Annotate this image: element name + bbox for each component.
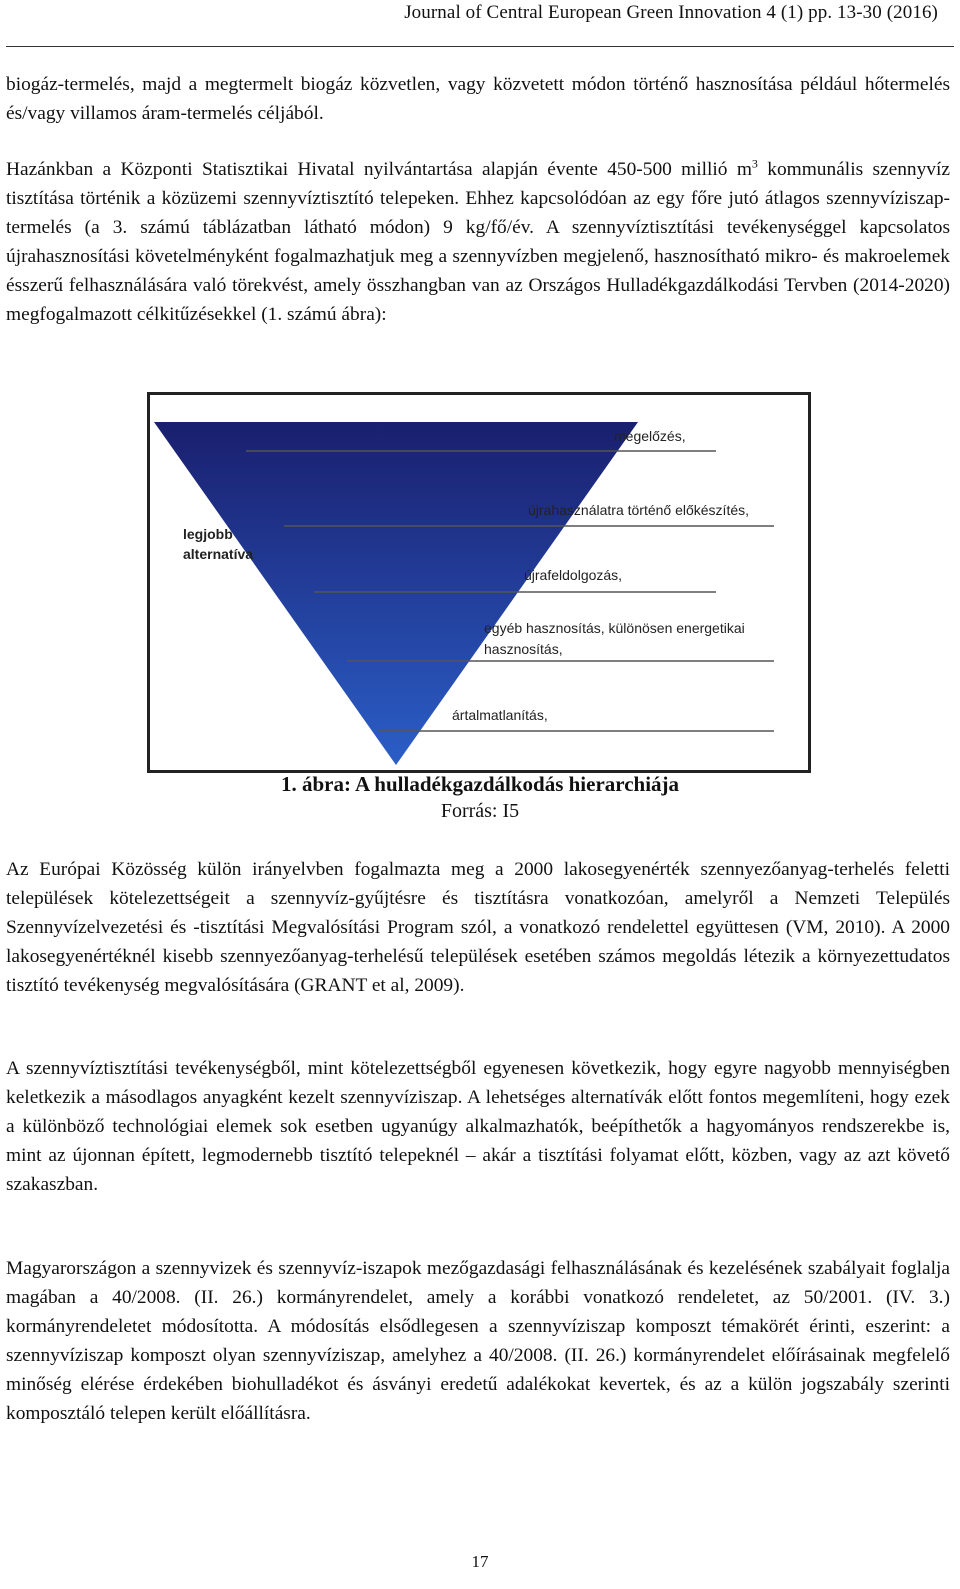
paragraph-3: Az Európai Közösség külön irányelvben fogalmazta meg a 2000 lakosegyenérték szennyezőanyag-terhelés feletti települések kötelezettségeit a szennyvíz-gyűjtésre és tisztításra vonatkozóan, amelyről a Nemzeti Település Szennyvízelvezetési és -tisztítási Megvalósítási Program szól, a vonatkozó rendelettel együttesen (VM, 2010). A 2000 lakosegyenértéknél kisebb szennyezőanyag-terhelésű települések esetében számos megoldás létezik a környezettudatos tisztító tevékenység megvalósítására (GRANT et al, 2009). bbox=[6, 859, 950, 996]
paragraph-2 bbox=[6, 155, 950, 329]
paragraph-4: A szennyvíztisztítási tevékenységből, mint kötelezettségből egyenesen következik, hogy egyre nagyobb mennyiségben keletkezik a másodlagos anyagként kezelt szennyvíziszap. A lehetséges alternatívák előtt fontos megemlíteni, hogy ezek a különböző technológiai elemek sok esetben ugyanúgy alkalmazhatók, beépíthetők a hagyományos rendszerekbe is, mint az újonnan épített, legmodernebb tisztító telepeknél – akár a tisztítási folyamat előtt, közben, vagy az azt követő szakaszban. bbox=[6, 1058, 950, 1195]
figure-caption: 1. ábra: A hulladékgazdálkodás hierarchiája bbox=[280, 772, 680, 796]
level-label-other-recovery-line1: egyéb hasznosítás, különösen energetikai bbox=[484, 620, 745, 636]
level-label-disposal: ártalmatlanítás, bbox=[452, 707, 548, 723]
paragraph-2-rest: kommunális szennyvíz tisztítása történik a közüzemi szennyvíztisztító telepeken. Ehhez kapcsolódóan az egy főre jutó átlagos szennyvíziszap-termelés (a 3. számú táblázatban látható módon) 9 kg/fő/év. A szennyvíztisztítási tevékenységgel kapcsolatos újrahasznosítási követelményként fogalmazhatjuk meg a szennyvízben megjelenő, hasznosítható mikro- és makroelemek ésszerű felhasználására való törekvést, amely összhangban van az Országos Hulladékgazdálkodási Tervben (2014-2020) megfogalmazott célkitűzésekkel (1. számú ábra): bbox=[6, 159, 950, 325]
hierarchy-diagram bbox=[150, 395, 808, 770]
page-number: 17 bbox=[471, 1552, 489, 1571]
best-alternative-label-line1: legjobb bbox=[183, 526, 233, 542]
figure-source: Forrás: I5 bbox=[440, 800, 520, 822]
paragraph-2-start: Hazánkban a Központi Statisztikai Hivatal nyilvántartása alapján évente 450-500 millió m bbox=[6, 159, 752, 180]
level-label-recycling: újrafeldolgozás, bbox=[524, 567, 623, 583]
paragraph-1: biogáz-termelés, majd a megtermelt biogáz közvetlen, vagy közvetett módon történő hasznosítása például hőtermelés és/vagy villamos áram-termelés céljából. bbox=[6, 74, 950, 124]
header-rule bbox=[6, 46, 954, 47]
best-alternative-label-line2: alternatíva bbox=[183, 546, 254, 562]
paragraph-5: Magyarországon a szennyvizek és szennyvíz-iszapok mezőgazdasági felhasználásának és kezelésének szabályait foglalja magában a 40/2008. (II. 26.) kormányrendelet, amely a korábbi vonatkozó rendeletet, az 50/2001. (IV. 3.) kormányrendeletet módosította. A módosítás elsődlegesen a szennyvíziszap komposzt témakörét érinti, eszerint: a szennyvíziszap komposzt olyan szennyvíziszap, amelyhez a 40/2008. (II. 26.) kormányrendelet előírásainak megfelelő minőség elérése érdekében biohulladékot és ásványi eredetű adalékokat kevertek, és az a külön jogszabály szerinti komposztáló telepen került előállításra. bbox=[6, 1258, 950, 1424]
journal-header: Journal of Central European Green Innovation 4 (1) pp. 13-30 (2016) bbox=[404, 2, 938, 23]
superscript-3: 3 bbox=[751, 156, 758, 171]
hierarchy-triangle bbox=[154, 422, 638, 765]
level-label-prevention: megelőzés, bbox=[614, 428, 686, 444]
level-label-reuse-preparation: újrahasználatra történő előkészítés, bbox=[528, 502, 750, 518]
level-label-other-recovery-line2: hasznosítás, bbox=[484, 641, 563, 657]
hierarchy-figure bbox=[147, 392, 811, 773]
page-header bbox=[0, 0, 960, 46]
